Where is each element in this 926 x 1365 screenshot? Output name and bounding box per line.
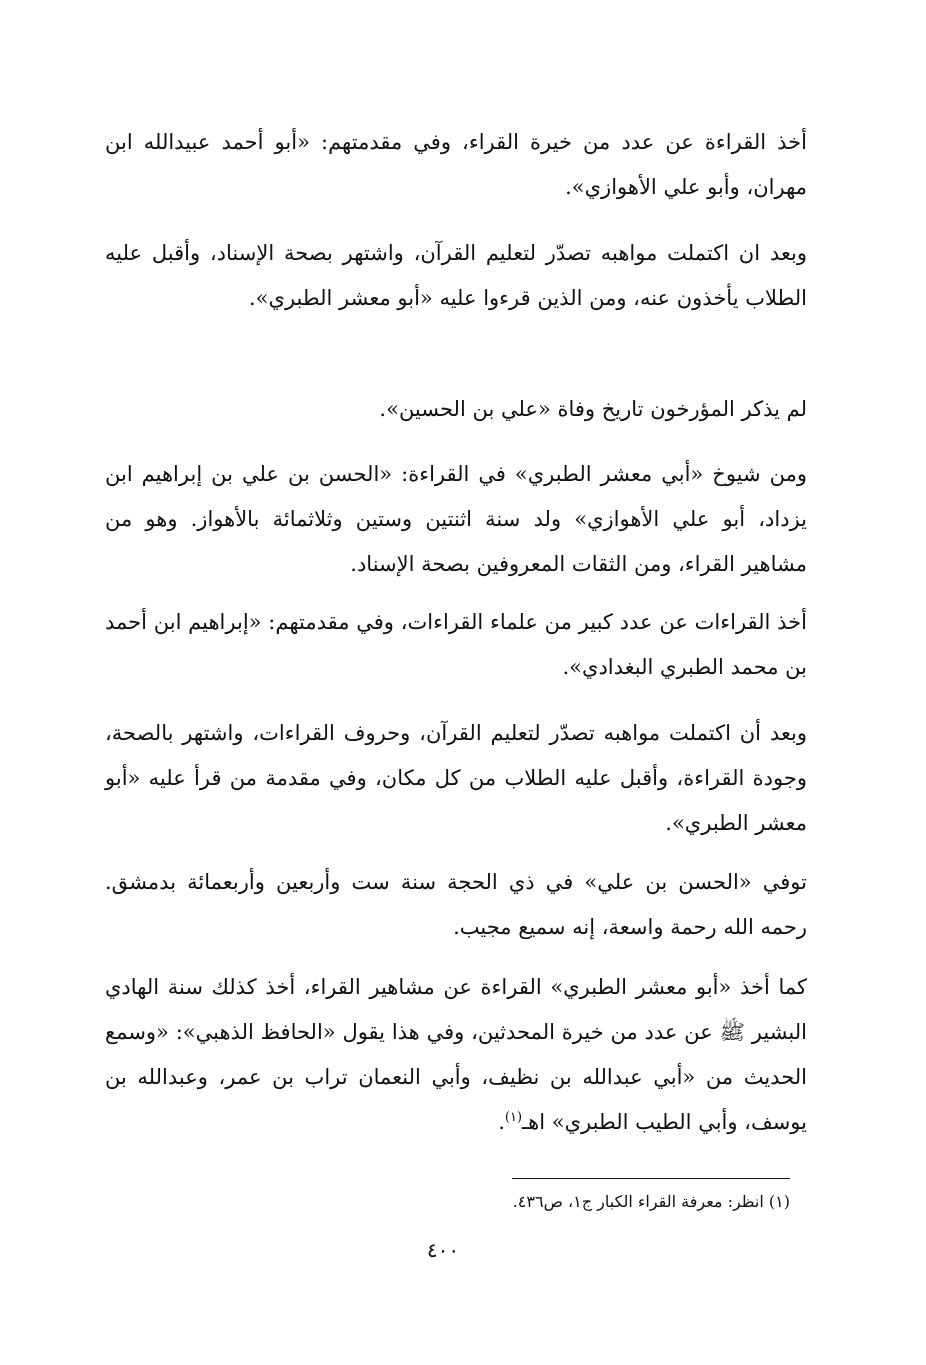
paragraph-8: [105, 965, 807, 1145]
paragraph-1: أخذ القراءة عن عدد من خيرة القراء، وفي مقدمتهم: «أبو أحمد عبيدالله ابن مهران، وأبو علي الأهوازي».: [105, 130, 807, 199]
paragraph-7: توفي «الحسن بن علي» في ذي الحجة سنة ست وأربعين وأربعمائة بدمشق. رحمه الله رحمة واسعة، إنه سميع مجيب.: [105, 870, 807, 939]
footnote: (١) انظر: معرفة القراء الكبار ج١، ص٤٣٦.: [512, 1192, 790, 1211]
paragraph-4: ومن شيوخ «أبي معشر الطبري» في القراءة: «الحسن بن علي بن إبراهيم ابن يزداد، أبو علي الأهوازي» ولد سنة اثنتين وستين وثلاثمائة بالأهواز. وهو من مشاهير القراء، ومن الثقات المعروفين بصحة الإسناد.: [105, 462, 807, 576]
paragraph-8-text: كما أخذ «أبو معشر الطبري» القراءة عن مشاهير القراء، أخذ كذلك سنة الهادي البشير ﷺ عن عدد من خيرة المحدثين، وفي هذا يقول «الحافظ الذهبي»: «وسمع الحديث من «أبي عبدالله بن نظيف، وأبي النعمان تراب بن عمر، وعبدالله بن يوسف، وأبي الطيب الطبري» اهـ: [105, 975, 807, 1134]
paragraph-3: لم يذكر المؤرخون تاريخ وفاة «علي بن الحسين».: [379, 397, 807, 421]
footnote-divider: [512, 1178, 790, 1179]
paragraph-2: وبعد ان اكتملت مواهبه تصدّر لتعليم القرآن، واشتهر بصحة الإسناد، وأقبل عليه الطلاب يأخذون عنه، ومن الذين قرءوا عليه «أبو معشر الطبري».: [105, 241, 807, 310]
paragraph-8-end: .: [498, 1110, 505, 1134]
paragraph-6: وبعد أن اكتملت مواهبه تصدّر لتعليم القرآن، وحروف القراءات، واشتهر بالصحة، وجودة القراءة، وأقبل عليه الطلاب من كل مكان، وفي مقدمة من قرأ عليه «أبو معشر الطبري».: [105, 721, 807, 835]
footnote-marker: (١): [504, 1110, 523, 1125]
page-number: ٤٠٠: [426, 1238, 460, 1262]
paragraph-5: أخذ القراءات عن عدد كبير من علماء القراءات، وفي مقدمتهم: «إبراهيم ابن أحمد بن محمد الطبري البغدادي».: [105, 610, 807, 679]
